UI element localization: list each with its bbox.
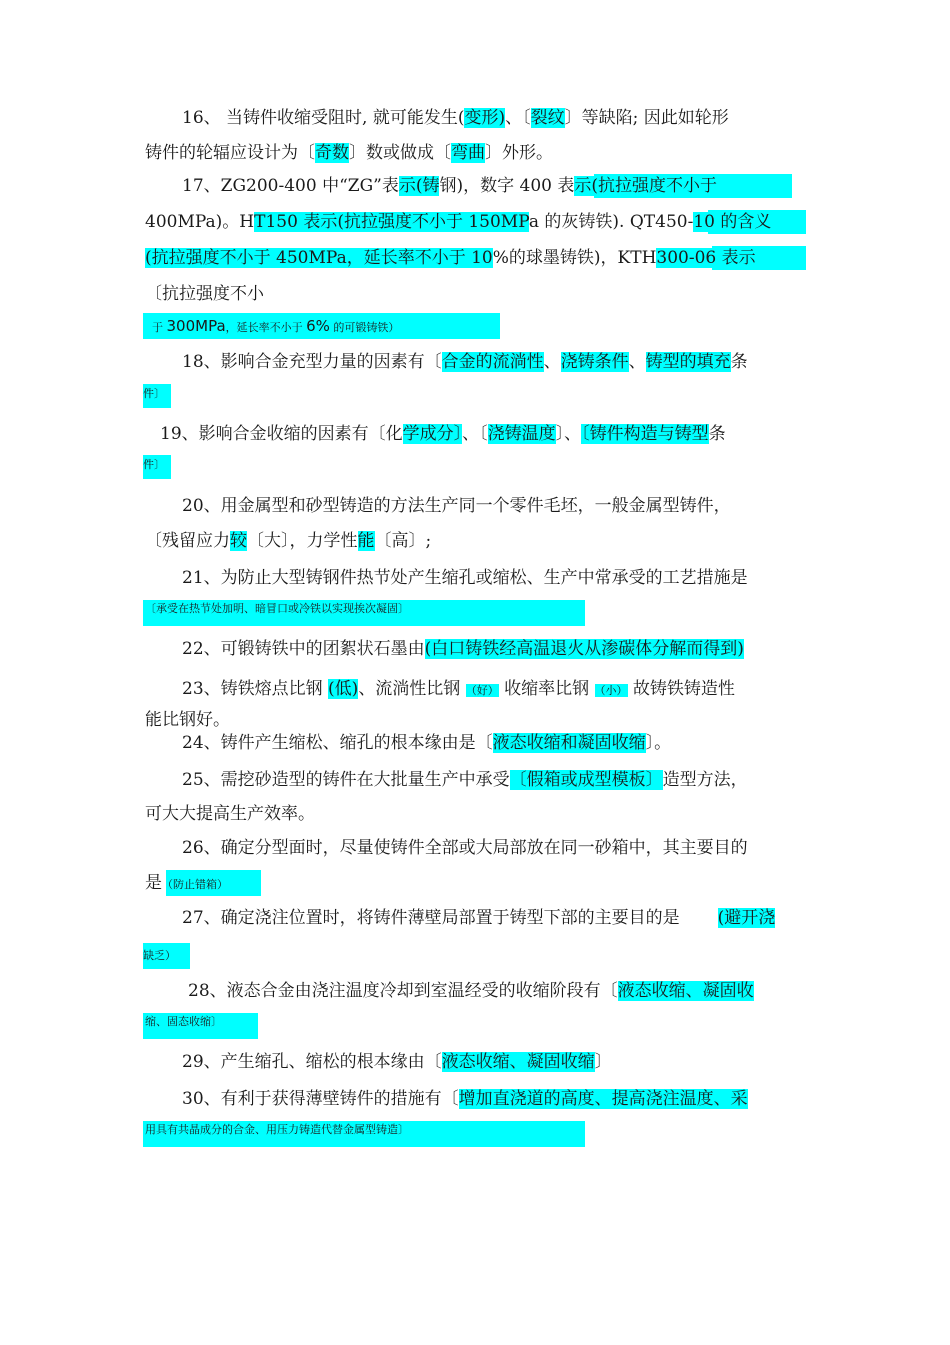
q23-line2: 能比钢好。: [145, 710, 230, 730]
q17-line3: (抗拉强度不小于 450MPa，延长率不小于 10%的球墨铸铁)，KTH300-06 表示: [145, 248, 756, 268]
q19-answer-composition: 学成分〕: [402, 424, 463, 444]
q17-answer-cast-steel: 示(铸: [398, 176, 440, 196]
q21-line1: 21、为防止大型铸钢件热节处产生缩孔或缩松、生产中常承受的工艺措施是: [182, 568, 748, 588]
q18-answer-pouring: 浇铸条件: [560, 352, 629, 372]
q27-line1: 27、确定浇注位置时，将铸件薄壁局部置于铸型下部的主要目的是 (避开浇: [182, 908, 776, 928]
q17-line5: 于 300MPa，延长率不小于 6% 的可锻铸铁）: [152, 317, 400, 335]
q23-answer-low: (低): [328, 679, 359, 699]
q19-answer-temperature: 浇铸温度: [487, 424, 556, 444]
q17-answer-qt450: 10 的含义: [693, 212, 772, 232]
q19-answer-structure: 〔铸件构造与铸型: [581, 424, 709, 444]
q16-answer-deform: 变形): [464, 108, 506, 128]
q28-line2: 缩、固态收缩〕: [145, 1015, 222, 1028]
q26-answer: （防止错箱）: [162, 878, 228, 891]
q18-line1: 18、影响合金充型力量的因素有〔合金的流淌性、浇铸条件、铸型的填充条: [182, 352, 748, 372]
q30-answer: 增加直浇道的高度、提高浇注温度、采: [458, 1089, 748, 1109]
q17-line4: 〔抗拉强度不小: [145, 284, 264, 304]
q16-line2: 铸件的轮辐应设计为〔奇数〕数或做成〔弯曲〕外形。: [145, 143, 553, 163]
q20-highlight-1: 较: [230, 531, 247, 551]
q22-answer: (白口铸铁经高温退火从渗碳体分解而得到): [424, 639, 744, 659]
q24-line1: 24、铸件产生缩松、缩孔的根本缘由是〔液态收缩和凝固收缩〕。: [182, 733, 672, 753]
q17-line1: 17、ZG200-400 中“ZG”表示(铸钢)，数字 400 表示(抗拉强度不小于: [182, 176, 718, 196]
q29-line1: 29、产生缩孔、缩松的根本缘由〔液态收缩、凝固收缩〕: [182, 1052, 612, 1072]
q18-line2: 件〕: [143, 384, 171, 408]
q28-line1: 28、液态合金由浇注温度冷却到室温经受的收缩阶段有〔液态收缩、凝固收: [188, 981, 754, 1001]
q19-line2: 件〕: [143, 455, 171, 479]
q20-line2: 〔残留应力较〔大〕，力学性能〔高〕;: [145, 531, 432, 551]
q17-answer-tensile-400: 示(抗拉强度不小于: [574, 176, 718, 196]
q25-answer: 〔假箱或成型模板〕: [509, 770, 663, 790]
q20-highlight-2: 能: [357, 531, 375, 551]
q24-answer: 液态收缩和凝固收缩: [492, 733, 646, 753]
q21-line2: 〔承受在热节处加明、暗冒口或冷铁以实现挨次凝固〕: [145, 602, 409, 615]
q23-answer-good: （好）: [465, 684, 499, 697]
q26-line1: 26、确定分型面时，尽量使铸件全部或大局部放在同一砂箱中，其主要目的: [182, 838, 748, 858]
q27-line2: 缺乏）: [143, 943, 190, 969]
q30-line1: 30、有利于获得薄壁铸件的措施有〔增加直浇道的高度、提高浇注温度、采: [182, 1089, 748, 1109]
q23-answer-small: （小）: [594, 684, 628, 697]
q23-line1: 23、铸铁熔点比钢 (低)、流淌性比钢 （好） 收缩率比钢 （小） 故铸铁铸造性: [182, 679, 735, 699]
q22-line1: 22、可锻铸铁中的团絮状石墨由(白口铸铁经高温退火从渗碳体分解而得到): [182, 639, 744, 659]
q30-line2: 用具有共晶成分的合金、用压力铸造代替金属型铸造〕: [145, 1123, 409, 1136]
q26-line2: 是（防止错箱）: [145, 873, 228, 893]
q25-line1: 25、需挖砂造型的铸件在大批量生产中承受〔假箱或成型模板〕造型方法，: [182, 770, 748, 790]
q17-line2: 400MPa)。HT150 表示(抗拉强度不小于 150MPa 的灰铸铁). QT450-10 的含义: [145, 212, 772, 232]
q18-answer-mold-filling: 铸型的填充: [645, 352, 731, 372]
q28-answer: 液态收缩、凝固收: [617, 981, 754, 1001]
q17-answer-kth300: 300-06 表示: [656, 248, 756, 268]
q16-answer-odd: 奇数: [315, 143, 349, 163]
q16-line1: 16、 当铸件收缩受阻时, 就可能发生(变形)、〔裂纹〕等缺陷; 因此如轮形: [182, 108, 729, 128]
q18-answer-fluidity: 合金的流淌性: [441, 352, 544, 372]
q27-answer: (避开浇: [717, 908, 776, 928]
q17-answer-qt450-meaning: (抗拉强度不小于 450MPa，延长率不小于 10: [145, 248, 493, 268]
q20-line1: 20、用金属型和砂型铸造的方法生产同一个零件毛坯，一般金属型铸件，: [182, 496, 731, 516]
q16-answer-crack: 裂纹: [530, 108, 565, 128]
q16-answer-curved: 弯曲: [451, 143, 485, 163]
q17-answer-ht150: T150 表示(抗拉强度不小于 150MP: [254, 212, 529, 232]
q19-line1: 19、影响合金收缩的因素有〔化学成分〕、〔浇铸温度〕、〔铸件构造与铸型条: [160, 424, 726, 444]
q25-line2: 可大大提高生产效率。: [145, 804, 315, 824]
q29-answer: 液态收缩、凝固收缩: [441, 1052, 595, 1072]
